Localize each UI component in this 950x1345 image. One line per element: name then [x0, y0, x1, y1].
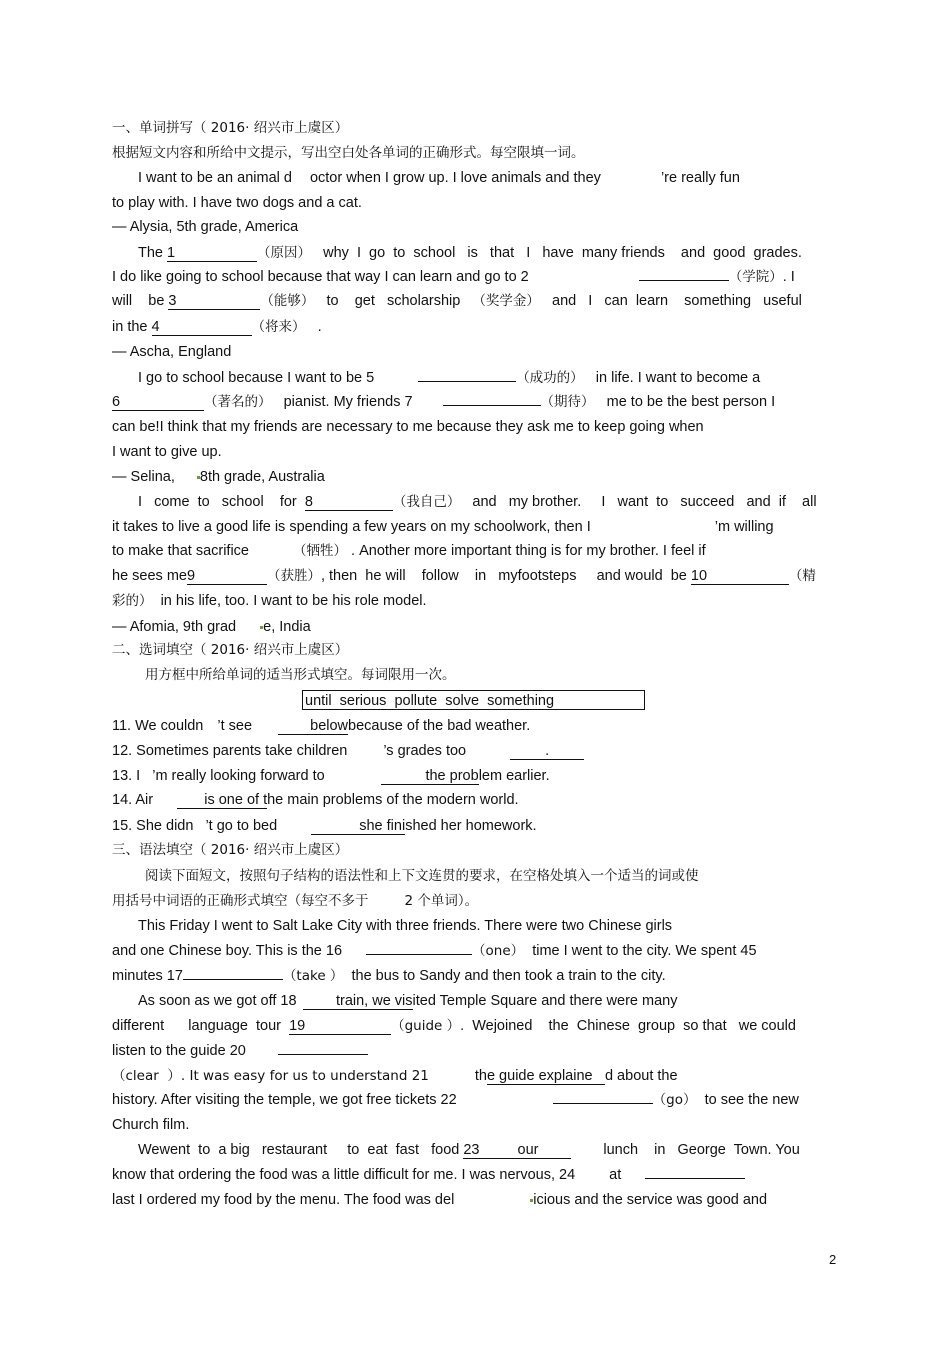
blank-11[interactable]: below	[278, 718, 348, 735]
passage-line: will be 3 （能够） to get scholarship （奖学金） and I can learn something useful	[112, 293, 802, 309]
passage-line: I do like going to school because that way I can learn and go to 2 （学院）. I	[112, 269, 795, 285]
passage-line: Wewent to a big restaurant to eat fast food 23 our lunch in George Town. You	[138, 1142, 800, 1158]
passage-line: minutes 17 （take ） the bus to Sandy and then took a train to the city.	[112, 968, 666, 984]
section3-instruction: 用括号中词语的正确形式填空（每空不多于 2 个单词）。	[112, 893, 479, 909]
passage-line: I want to give up.	[112, 444, 222, 460]
section1-heading: 一、单词拼写（ 2016· 绍兴市上虞区）	[112, 120, 349, 136]
signature: — Alysia, 5th grade, America	[112, 219, 299, 235]
section3-heading: 三、语法填空（ 2016· 绍兴市上虞区）	[112, 842, 349, 858]
passage-line: can be!I think that my friends are necessary to me because they ask me to keep going when	[112, 419, 704, 435]
blank-2[interactable]	[639, 280, 729, 281]
passage-line: I go to school because I want to be 5 （成功的） in life. I want to become a	[138, 370, 761, 386]
question-12: 12. Sometimes parents take children ’s grades too .	[112, 742, 584, 760]
blank-6[interactable]: 6	[112, 394, 204, 411]
blank-21[interactable]: e guide explaine	[487, 1068, 605, 1085]
passage-line: I want to be an animal d octor when I grow up. I love animals and they ’re really fun	[138, 170, 740, 186]
passage-line: （clear ）. It was easy for us to understand 21 the guide explaine d about the	[112, 1068, 678, 1084]
blank-22[interactable]	[553, 1103, 653, 1104]
section2-instruction: 用方框中所给单词的适当形式填空。每词限用一次。	[145, 667, 456, 683]
blank-15[interactable]: she fini	[311, 818, 405, 835]
passage-line: 彩的） in his life, too. I want to be his role model.	[112, 593, 427, 609]
question-11: 11. We couldn ’t see belowbecause of the bad weather.	[112, 718, 531, 734]
blank-12[interactable]: .	[510, 743, 584, 760]
blank-5[interactable]	[418, 381, 516, 382]
blank-16[interactable]	[366, 954, 472, 955]
question-13: 13. I ’m really looking forward to the problem earlier.	[112, 768, 550, 784]
passage-line: it takes to live a good life is spending a few years on my schoolwork, then I ’m willing	[112, 519, 774, 535]
passage-line: last I ordered my food by the menu. The food was del icious and the service was good and	[112, 1192, 768, 1208]
blank-10[interactable]: 10	[691, 568, 789, 585]
blank-14[interactable]: is one of t	[177, 792, 267, 809]
section1-instruction: 根据短文内容和所给中文提示，写出空白处各单词的正确形式。每空限填一词。	[112, 145, 585, 161]
passage-line: 6 （著名的） pianist. My friends 7 （期待） me to be the best person I	[112, 394, 776, 410]
blank-18[interactable]: train, we vis	[303, 993, 413, 1010]
passage-line: to play with. I have two dogs and a cat.	[112, 195, 362, 211]
blank-24[interactable]	[645, 1178, 745, 1179]
signature: — Afomia, 9th grad e, India	[112, 619, 311, 635]
blank-7[interactable]	[443, 405, 541, 406]
passage-line: This Friday I went to Salt Lake City with three friends. There were two Chinese girls	[138, 918, 673, 934]
blank-3[interactable]: 3	[168, 293, 260, 310]
passage-line: I come to school for 8 （我自己） and my brother. I want to succeed and if all	[138, 494, 817, 510]
blank-9[interactable]: 9	[187, 568, 267, 585]
passage-line: Church film.	[112, 1117, 190, 1133]
blank-1[interactable]: 1	[167, 245, 257, 262]
page-number: 2	[829, 1252, 837, 1267]
passage-line: history. After visiting the temple, we got free tickets 22 （go） to see the new	[112, 1092, 799, 1108]
word-box: until serious pollute solve something	[302, 690, 645, 710]
blank-4[interactable]: 4	[152, 319, 252, 336]
signature: — Ascha, England	[112, 344, 232, 360]
passage-line: and one Chinese boy. This is the 16 （one） time I went to the city. We spent 45	[112, 943, 757, 959]
passage-line: he sees me9 （获胜）, then he will follow in myfootsteps and would be 10 （精	[112, 568, 816, 584]
passage-line: different language tour 19 （guide ）. Wejoined the Chinese group so that we could	[112, 1018, 796, 1034]
passage-line: know that ordering the food was a little difficult for me. I was nervous, 24 at	[112, 1166, 745, 1184]
blank-20[interactable]	[278, 1054, 368, 1055]
blank-23[interactable]: 23 our	[463, 1142, 571, 1159]
signature: — Selina, 8th grade, Australia	[112, 469, 325, 485]
question-15: 15. She didn ’t go to bed she finished her homework.	[112, 818, 537, 834]
blank-19[interactable]: 19	[289, 1018, 391, 1035]
passage-line: As soon as we got off 18 train, we visited Temple Square and there were many	[138, 993, 678, 1009]
passage-line: listen to the guide 20	[112, 1042, 368, 1060]
question-14: 14. Air is one of the main problems of the modern world.	[112, 792, 519, 808]
passage-line: in the 4 （将来） .	[112, 319, 322, 335]
blank-8[interactable]: 8	[305, 494, 393, 511]
blank-17[interactable]	[183, 979, 283, 980]
passage-line: to make that sacrifice （牺牲） . Another more important thing is for my brother. I feel if	[112, 543, 706, 559]
passage-line: The 1 （原因） why I go to school is that I have many friends and good grades.	[138, 245, 802, 261]
section2-heading: 二、选词填空（ 2016· 绍兴市上虞区）	[112, 642, 349, 658]
blank-13[interactable]: the prob	[381, 768, 479, 785]
section3-instruction: 阅读下面短文，按照句子结构的语法性和上下文连贯的要求，在空格处填入一个适当的词或使	[145, 868, 699, 884]
